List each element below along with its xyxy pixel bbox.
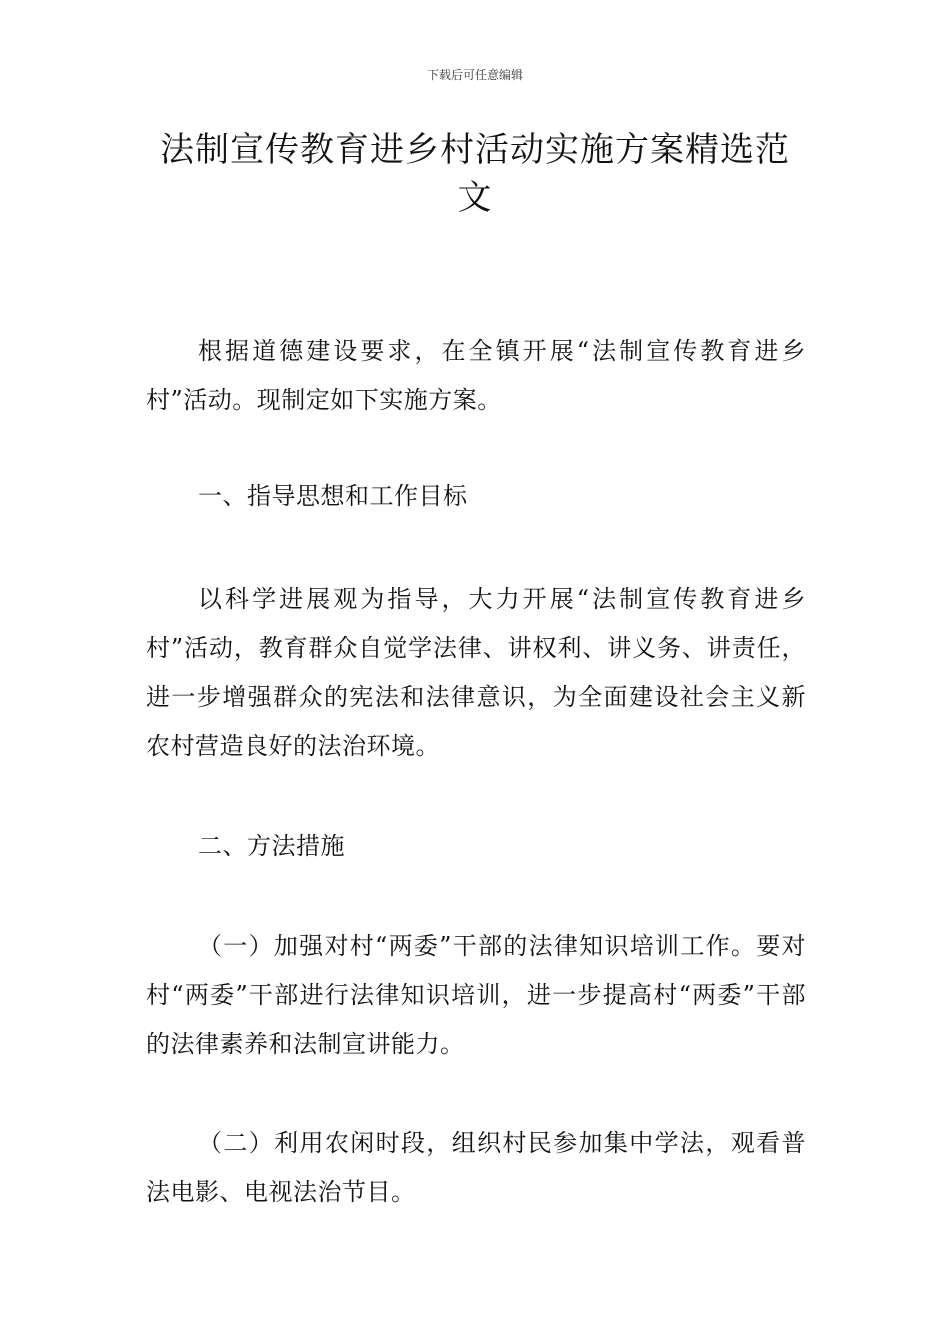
intro-paragraph-block: [146, 327, 806, 425]
section2-heading: 二、方法措施: [198, 832, 345, 860]
intro-paragraph: 根据道德建设要求，在全镇开展“法制宣传教育进乡村”活动。现制定如下实施方案。: [146, 337, 806, 414]
measure2-paragraph: （二）利用农闲时段，组织村民参加集中学法，观看普法电影、电视法治节目。: [146, 1129, 806, 1206]
guide-paragraph-block: [146, 575, 806, 771]
measure2-paragraph-block: [146, 1119, 806, 1217]
header-note: 下载后可任意编辑: [426, 68, 523, 82]
measure1-paragraph-block: [146, 922, 806, 1069]
measure1-paragraph: （一）加强对村“两委”干部的法律知识培训工作。要对村“两委”干部进行法律知识培训，进一步提高村“两委”干部的法律素养和法制宣讲能力。: [146, 932, 806, 1058]
section1-heading: 一、指导思想和工作目标: [198, 482, 468, 510]
section2-heading-block: [146, 822, 806, 871]
guide-paragraph: 以科学进展观为指导，大力开展“法制宣传教育进乡村”活动，教育群众自觉学法律、讲权利、讲义务、讲责任，进一步增强群众的宪法和法律意识，为全面建设社会主义新农村营造良好的法治环境。: [146, 585, 806, 760]
document-title: 法制宣传教育进乡村活动实施方案精选范文: [160, 130, 790, 218]
section1-heading-block: [146, 472, 806, 521]
